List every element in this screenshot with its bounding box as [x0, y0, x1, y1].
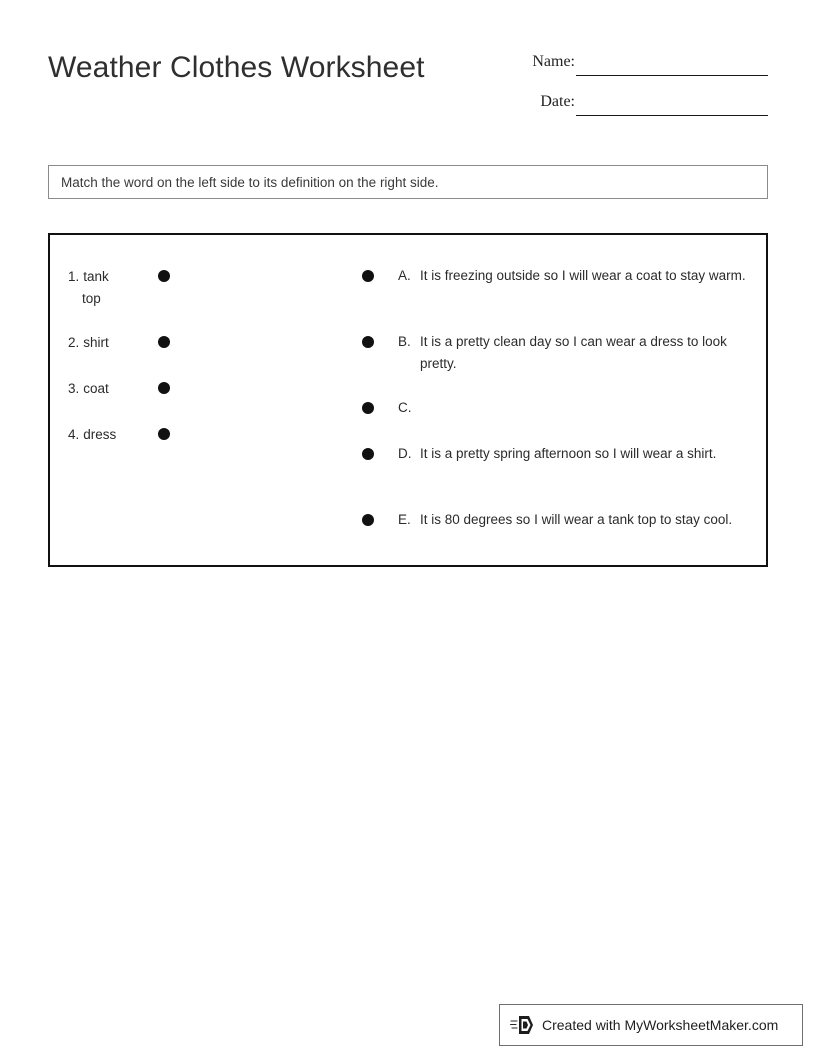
right-letter-b: B.	[398, 334, 411, 349]
left-word-2-number: 2.	[68, 335, 80, 350]
right-definition-a	[398, 265, 748, 287]
badge-label: Created with MyWorksheetMaker.com	[542, 1017, 779, 1033]
name-row	[505, 48, 775, 88]
left-word-2	[68, 332, 144, 354]
right-body-a: It is freezing outside so I will wear a coat to stay warm.	[420, 268, 746, 283]
left-word-1-line1: tank	[83, 269, 109, 284]
left-word-1	[68, 266, 144, 310]
created-with-badge[interactable]	[499, 1004, 803, 1046]
name-input-line[interactable]	[576, 75, 768, 76]
instruction-text: Match the word on the left side to its definition on the right side.	[61, 175, 439, 190]
left-word-4-line1: dress	[83, 427, 117, 442]
left-match-dot-3[interactable]	[158, 382, 170, 394]
left-word-4	[68, 424, 144, 446]
instruction-box	[48, 165, 768, 199]
date-row	[505, 88, 775, 128]
left-match-dot-2[interactable]	[158, 336, 170, 348]
right-letter-e: E.	[398, 512, 411, 527]
right-definition-d	[398, 443, 748, 465]
right-body-b: It is a pretty clean day so I can wear a dress to look pretty.	[420, 334, 727, 371]
badge-content	[500, 1005, 802, 1045]
left-word-3-line1: coat	[83, 381, 109, 396]
pen-nib-icon	[510, 1013, 536, 1037]
right-match-dot-c[interactable]	[362, 402, 374, 414]
left-word-3	[68, 378, 144, 400]
left-word-3-number: 3.	[68, 381, 80, 396]
right-definition-b	[398, 331, 748, 375]
left-word-1-line2: top	[82, 291, 101, 306]
date-input-line[interactable]	[576, 115, 768, 116]
name-label: Name:	[532, 53, 575, 70]
right-letter-a: A.	[398, 268, 411, 283]
right-definition-e	[398, 509, 748, 531]
matching-panel	[48, 233, 768, 567]
right-letter-d: D.	[398, 446, 412, 461]
date-label: Date:	[540, 93, 575, 110]
right-match-dot-a[interactable]	[362, 270, 374, 282]
right-match-dot-d[interactable]	[362, 448, 374, 460]
right-match-dot-b[interactable]	[362, 336, 374, 348]
left-match-dot-4[interactable]	[158, 428, 170, 440]
left-word-4-number: 4.	[68, 427, 80, 442]
right-body-d: It is a pretty spring afternoon so I will wear a shirt.	[420, 446, 717, 461]
left-match-dot-1[interactable]	[158, 270, 170, 282]
left-word-2-line1: shirt	[83, 335, 109, 350]
name-date-block	[505, 48, 775, 128]
right-match-dot-e[interactable]	[362, 514, 374, 526]
page-title: Weather Clothes Worksheet	[48, 51, 425, 84]
right-letter-c: C.	[398, 400, 412, 415]
left-word-1-number: 1.	[68, 269, 80, 284]
right-body-e: It is 80 degrees so I will wear a tank top to stay cool.	[420, 512, 733, 527]
